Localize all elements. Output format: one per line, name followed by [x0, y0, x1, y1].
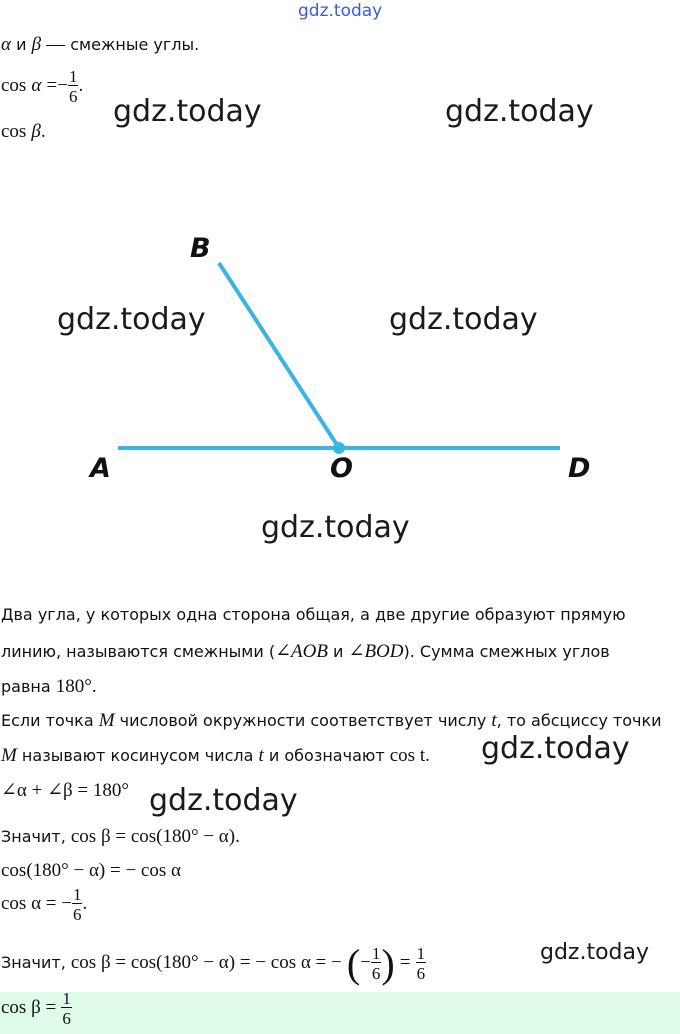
theory-text: числовой окружности соответствует числу — [119, 711, 487, 730]
equals: = — [46, 75, 58, 96]
theory-line-5 — [1, 745, 430, 767]
right-paren: ) — [381, 941, 395, 986]
theory-text: и — [333, 642, 344, 661]
final-chain: cos β = cos(180° − α) = − cos α = − — [70, 952, 342, 973]
watermark: gdz.today — [540, 940, 650, 965]
var-t: t — [491, 710, 497, 731]
cos-word: cos — [1, 121, 27, 142]
angle-aob: ∠AOB — [275, 641, 328, 662]
solution-line-2 — [1, 826, 240, 848]
minus: − — [57, 75, 68, 96]
var-t: t — [258, 745, 264, 766]
alpha-symbol: α — [1, 34, 11, 55]
reduction-formula: cos(180° − α) = − cos α — [1, 860, 181, 881]
theory-text: Два угла, у которых одна сторона общая, а две другие образуют прямую — [1, 605, 626, 624]
watermark: gdz.today — [445, 94, 594, 129]
label-b: B — [190, 233, 211, 264]
given-line-2 — [1, 68, 83, 105]
watermark: gdz.today — [113, 94, 262, 129]
watermark-top: gdz.today — [298, 1, 383, 21]
point-m: M — [1, 745, 17, 766]
solution-sum — [1, 779, 129, 802]
angle-sum-equation: ∠α + ∠β = 180° — [1, 780, 129, 801]
watermark: gdz.today — [57, 302, 206, 337]
beta-symbol: β — [31, 121, 41, 142]
label-d: D — [568, 453, 591, 484]
minus: − — [360, 952, 371, 973]
numerator: 1 — [68, 67, 78, 86]
watermark: gdz.today — [389, 302, 538, 337]
watermark: gdz.today — [481, 731, 630, 766]
angle-bod: ∠BOD — [348, 641, 404, 662]
fraction-one-sixth — [68, 68, 79, 105]
fraction-one-sixth — [61, 990, 72, 1027]
theory-text: линию, называются смежными ( — [1, 642, 276, 661]
denominator: 6 — [68, 87, 78, 106]
period: . — [82, 893, 88, 914]
denominator: 6 — [416, 964, 426, 983]
theory-text: и обозначают — [268, 746, 385, 765]
period: . — [425, 745, 430, 766]
cos-beta-equation: cos β = cos(180° − α). — [70, 826, 240, 847]
alpha-symbol: α — [31, 75, 42, 96]
answer-box — [0, 989, 680, 1034]
left-paren: ( — [346, 941, 361, 986]
theory-line-4 — [1, 710, 662, 732]
cos-t: cos t — [389, 745, 426, 766]
theory-text: называют косинусом числа — [21, 746, 254, 765]
watermark: gdz.today — [261, 510, 410, 545]
period: . — [40, 121, 46, 142]
period: . — [91, 676, 97, 697]
period: . — [78, 75, 84, 96]
solution-line-4 — [1, 886, 87, 923]
theory-line-2 — [1, 640, 610, 663]
beta-symbol: β — [31, 34, 42, 55]
denominator: 6 — [62, 1009, 71, 1028]
point-m: M — [98, 710, 115, 731]
theory-text: ). Сумма смежных углов — [403, 642, 610, 661]
given-line-3 — [1, 121, 46, 143]
theory-line-1 — [1, 605, 626, 624]
theory-text: Если точка — [1, 711, 94, 730]
denominator: 6 — [72, 905, 82, 924]
solution-line-3 — [1, 860, 181, 882]
cos-word: cos — [1, 75, 27, 96]
given-text: смежные углы. — [70, 35, 200, 54]
cos-alpha-equation: cos α = − — [1, 893, 72, 914]
fraction-one-sixth — [416, 945, 427, 982]
answer-lhs: cos β = — [1, 997, 57, 1018]
dash: — — [46, 34, 66, 55]
fraction-one-sixth — [72, 886, 83, 923]
denominator: 6 — [371, 964, 381, 983]
numerator: 1 — [416, 944, 426, 963]
numerator: 1 — [62, 989, 71, 1008]
answer-line — [1, 990, 72, 1027]
label-o: O — [330, 453, 353, 484]
deg-180: 180° — [55, 676, 92, 697]
numerator: 1 — [72, 885, 82, 904]
theory-text: равна — [1, 677, 51, 696]
znachit-word: Значит, — [1, 953, 66, 972]
label-a: A — [90, 453, 111, 484]
znachit-word: Значит, — [1, 827, 66, 846]
theory-text: , то абсциссу точки — [496, 711, 662, 730]
fraction-one-sixth — [371, 945, 382, 982]
ray-ob — [219, 263, 339, 448]
given-line-1 — [1, 34, 199, 56]
and-word: и — [16, 35, 27, 54]
theory-line-3 — [1, 676, 97, 698]
numerator: 1 — [371, 944, 381, 963]
equals: = — [399, 952, 411, 973]
watermark: gdz.today — [149, 783, 298, 818]
solution-line-5 — [1, 940, 426, 987]
